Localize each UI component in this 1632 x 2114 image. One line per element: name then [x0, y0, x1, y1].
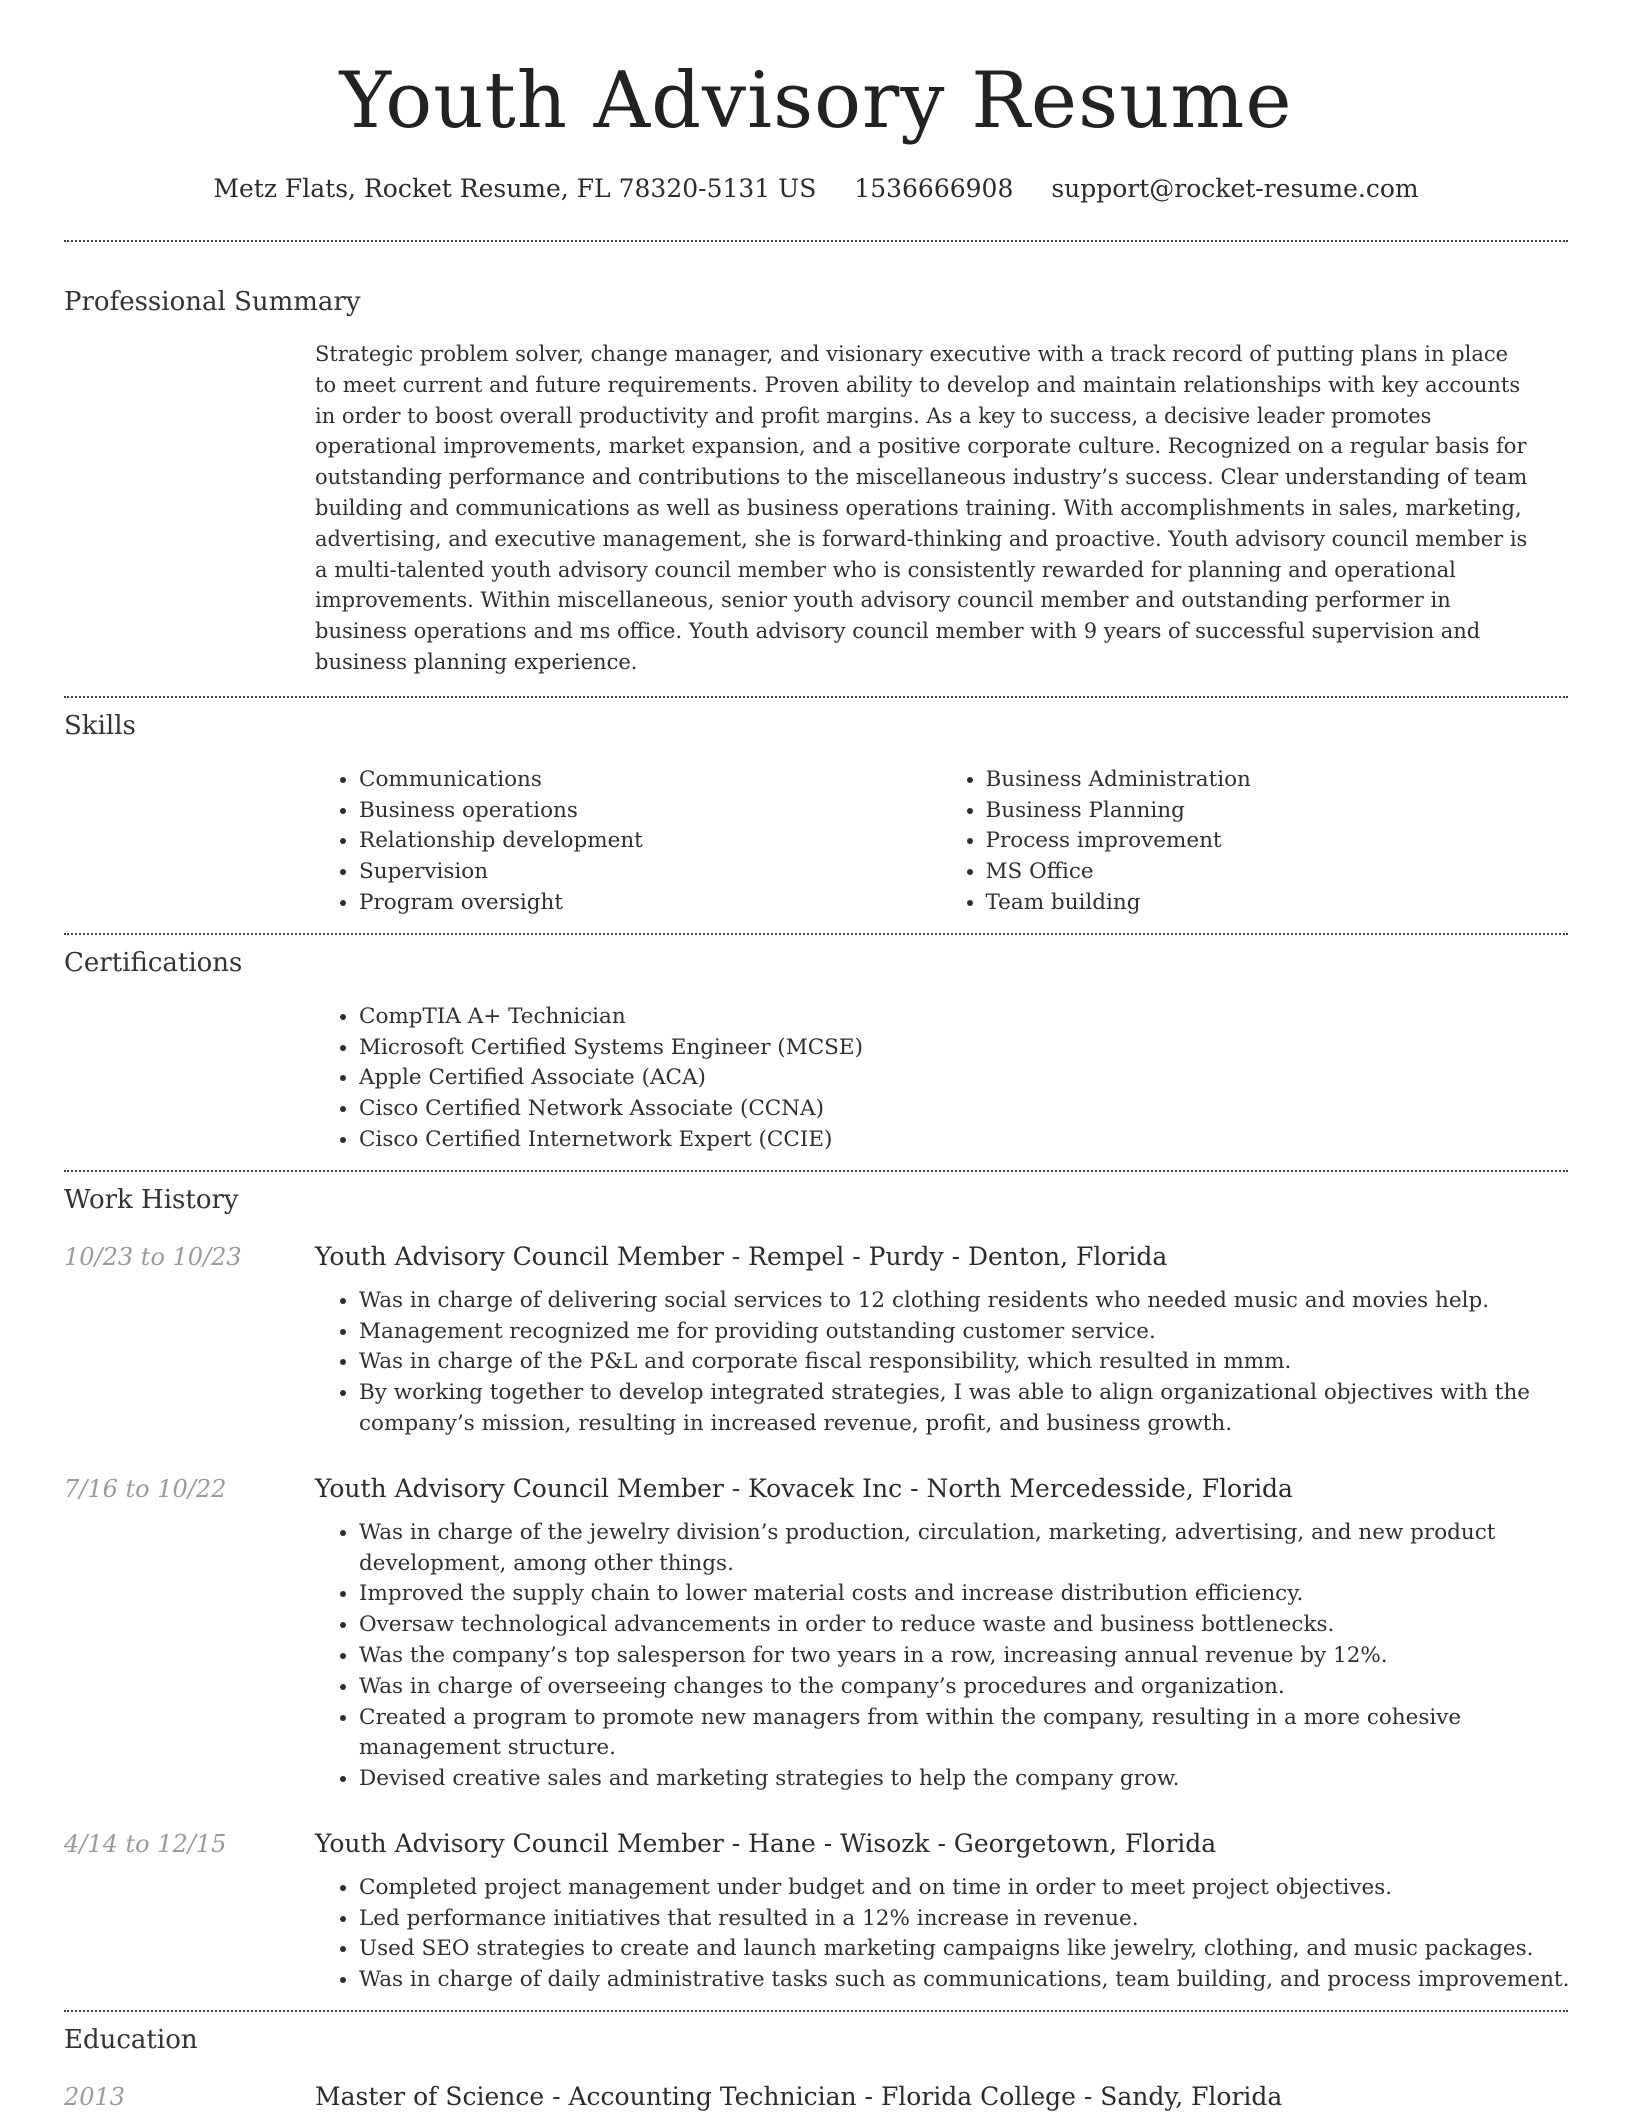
contact-phone: 1536666908: [854, 174, 1014, 203]
job-bullet: • Oversaw technological advancements in order to reduce waste and business bottlenecks.: [359, 1610, 1579, 1641]
section-title-skills: Skills: [64, 710, 136, 741]
job-date: 4/14 to 12/15: [64, 1829, 227, 1858]
skills-column-right: [942, 765, 1569, 919]
certification-item: • Microsoft Certified Systems Engineer (MCSE): [359, 1033, 1568, 1064]
job-heading: Youth Advisory Council Member - Hane - Wisozk - Georgetown, Florida: [315, 1828, 1217, 1858]
job-bullet: • Management recognized me for providing outstanding customer service.: [359, 1317, 1579, 1348]
divider: [64, 696, 1568, 698]
divider: [64, 240, 1568, 242]
job-bullet: • Was in charge of delivering social services to 12 clothing residents who needed music and movies help.: [359, 1286, 1579, 1317]
job-heading: Youth Advisory Council Member - Rempel - Purdy - Denton, Florida: [315, 1241, 1168, 1271]
resume-page: [64, 0, 1568, 2114]
job-bullets: [315, 1873, 1579, 1996]
job-bullet: • Led performance initiatives that resulted in a 12% increase in revenue.: [359, 1904, 1579, 1935]
skill-item: • Business operations: [359, 796, 942, 827]
job-bullets: [315, 1518, 1579, 1795]
skills-column-left: [315, 765, 942, 919]
skill-item: • Communications: [359, 765, 942, 796]
section-title-certifications: Certifications: [64, 947, 243, 978]
job-bullet: • Was in charge of the jewelry division’s production, circulation, marketing, advertising, and new product development, among other things.: [359, 1518, 1579, 1580]
divider: [64, 1170, 1568, 1172]
job-bullet: • Improved the supply chain to lower material costs and increase distribution efficiency.: [359, 1579, 1579, 1610]
skill-item: • Program oversight: [359, 888, 942, 919]
section-title-summary: Professional Summary: [64, 287, 361, 317]
job-bullet: • Used SEO strategies to create and launch marketing campaigns like jewelry, clothing, and music packages.: [359, 1934, 1579, 1965]
job-bullet: • Created a program to promote new managers from within the company, resulting in a more cohesive management structure.: [359, 1703, 1579, 1765]
divider: [64, 933, 1568, 935]
certification-item: • Apple Certified Associate (ACA): [359, 1063, 1568, 1094]
certification-item: • Cisco Certified Internetwork Expert (CCIE): [359, 1125, 1568, 1156]
job-bullet: • Was in charge of overseeing changes to the company’s procedures and organization.: [359, 1672, 1579, 1703]
certification-item: • CompTIA A+ Technician: [359, 1002, 1568, 1033]
section-title-education: Education: [64, 2025, 198, 2056]
job-bullet: • Was in charge of daily administrative tasks such as communications, team building, and process improvement.: [359, 1965, 1579, 1996]
education-entry: [64, 2080, 1568, 2114]
summary-text: Strategic problem solver, change manager, and visionary executive with a track record of putting plans in place to meet current and future requirements. Proven ability to develop and maintain relationships with key accounts in order to boost overall productivity and profit margins. As a key to success, a decisive leader promotes operational improvements, market expansion, and a positive corporate culture. Recognized on a regular basis for outstanding performance and contributions to the miscellaneous industry’s success. Clear understanding of team building and communications as well as business operations training. With accomplishments in sales, marketing, advertising, and executive management, she is forward-thinking and proactive. Youth advisory council member is a multi-talented youth advisory council member who is consistently rewarded for planning and operational improvements. Within miscellaneous, senior youth advisory council member and outstanding performer in business operations and ms office. Youth advisory council member with 9 years of successful supervision and business planning experience.: [315, 342, 1528, 674]
resume-title: Youth Advisory Resume: [339, 56, 1293, 146]
skill-item: • Supervision: [359, 857, 942, 888]
skill-item: • Relationship development: [359, 826, 942, 857]
education-date: 2013: [64, 2083, 126, 2112]
job-bullet: • By working together to develop integrated strategies, I was able to align organizational objectives with the company’s mission, resulting in increased revenue, profit, and business growth.: [359, 1378, 1579, 1440]
job-bullet: • Was in charge of the P&L and corporate fiscal responsibility, which resulted in mmm.: [359, 1347, 1579, 1378]
job-date: 7/16 to 10/22: [64, 1474, 227, 1503]
certifications-list: [315, 1002, 1568, 1156]
job-bullet: • Was the company’s top salesperson for two years in a row, increasing annual revenue by 12%.: [359, 1641, 1579, 1672]
contact-email: support@rocket-resume.com: [1051, 174, 1419, 203]
skill-item: • Business Planning: [986, 796, 1569, 827]
job-entry: [64, 1240, 1568, 1440]
section-title-work-history: Work History: [64, 1184, 239, 1215]
contact-line: [64, 172, 1568, 206]
job-date: 10/23 to 10/23: [64, 1242, 242, 1271]
contact-address: Metz Flats, Rocket Resume, FL 78320-5131 US: [213, 174, 817, 203]
certification-item: • Cisco Certified Network Associate (CCNA): [359, 1094, 1568, 1125]
skill-item: • Process improvement: [986, 826, 1569, 857]
job-bullet: • Completed project management under budget and on time in order to meet project objectives.: [359, 1873, 1579, 1904]
job-entry: [64, 1827, 1568, 1996]
job-entry: [64, 1472, 1568, 1795]
job-bullets: [315, 1286, 1579, 1440]
skill-item: • MS Office: [986, 857, 1569, 888]
skills-list: [315, 765, 1568, 919]
divider: [64, 2010, 1568, 2012]
job-bullet: • Devised creative sales and marketing strategies to help the company grow.: [359, 1764, 1579, 1795]
skill-item: • Business Administration: [986, 765, 1569, 796]
skill-item: • Team building: [986, 888, 1569, 919]
education-heading: Master of Science - Accounting Technician - Florida College - Sandy, Florida: [315, 2082, 1283, 2112]
job-heading: Youth Advisory Council Member - Kovacek Inc - North Mercedesside, Florida: [315, 1473, 1293, 1503]
